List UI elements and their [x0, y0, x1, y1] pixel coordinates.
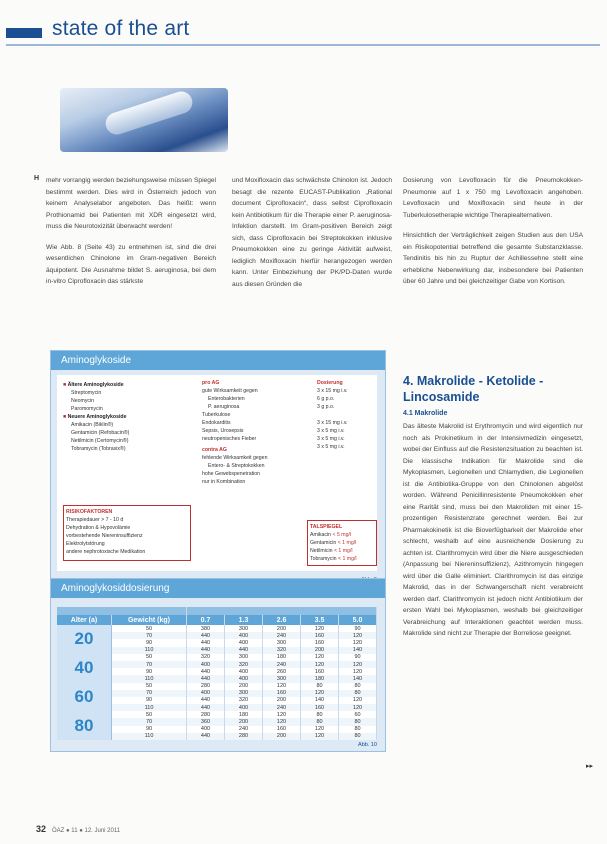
dose-cell: 200: [263, 697, 301, 704]
section-text: [403, 421, 583, 649]
dose-cell: 260: [263, 668, 301, 675]
weight-cell: 70: [112, 718, 187, 725]
dose-cell: 160: [301, 704, 339, 711]
dose-cell: 400: [225, 675, 263, 682]
pro-list: [202, 379, 302, 486]
aminoglycoside-list: [63, 381, 193, 453]
dose-cell: 440: [187, 668, 225, 675]
crea-col-header: 2.6: [263, 615, 301, 625]
weight-cell: 70: [112, 632, 187, 639]
figure-aminoglykosiddosierung: [50, 578, 386, 752]
dose-cell: 440: [187, 704, 225, 711]
dose-cell: 300: [225, 625, 263, 632]
list-item: 3 x 5 mg i.v.: [317, 436, 345, 442]
middle-column: [232, 175, 392, 299]
table-row: [57, 625, 377, 632]
list-item: gute Wirksamkeit gegen: [202, 388, 258, 394]
paragraph: und Moxifloxacin das schwächste Chinolon ist. Jedoch besagt die rezente EUCAST-Publikation „Rational document Ciprofloxacin“, dass selbst Ciprofloxacin kein Antibiotikum für die Therapie einer P. aeruginosa-Infektion darstellt. Im Gram-positiven Bereich zeigt sich, dass Ciprofloxacin bei Streptokokken inklusive Pneumokokken eine zu geringe Aktivität aufweist, lediglich Moxifloxacin hierfür herangezogen werden kann. Unter Einbeziehung der PK/PD-Daten wurde aus diesen Gründen die: [232, 177, 392, 288]
dose-cell: 60: [339, 711, 377, 718]
pill-shape: [103, 89, 195, 138]
paragraph: Wie Abb. 8 (Seite 43) zu entnehmen ist, sind die drei wesentlichen Chinolone im Gram-negativen Bereich äquipotent. Die Ausnahme bildet S. aeruginosa, bei dem in-vitro Ciprofloxacin das stärkste: [46, 243, 216, 285]
pill-photo: [60, 88, 228, 152]
list-item: andere nephrotoxische Medikation: [66, 549, 146, 555]
weight-cell: 50: [112, 625, 187, 632]
list-item: fehlende Wirksamkeit gegen: [202, 455, 268, 461]
list-item: nur in Kombination: [202, 479, 246, 485]
tal-title: TALSPIEGEL: [310, 524, 343, 530]
figure-title: Aminoglykosiddosierung: [51, 579, 385, 598]
dose-cell: 400: [225, 668, 263, 675]
list-item: 3 g p.o.: [317, 404, 335, 410]
dose-cell: 440: [187, 632, 225, 639]
dose-cell: 80: [339, 733, 377, 740]
header-accent-bar: [6, 28, 42, 38]
weight-cell: 110: [112, 704, 187, 711]
dose-cell: 180: [225, 711, 263, 718]
list-item: P. aeruginosa: [208, 404, 240, 410]
dose-list: [317, 379, 375, 451]
list-item: Elektrolytstörung: [66, 541, 105, 547]
dose-cell: 120: [263, 718, 301, 725]
pro-title: pro AG: [202, 380, 220, 386]
dose-cell: 80: [339, 718, 377, 725]
dose-cell: 320: [263, 647, 301, 654]
dose-cell: 140: [301, 697, 339, 704]
right-column: [403, 175, 583, 297]
list-item: 3 x 5 mg i.v.: [317, 444, 345, 450]
figure-aminoglykoside: [50, 350, 386, 587]
tal-row: Netilmicin < 1 mg/l: [310, 548, 353, 554]
col-weight-header: Gewicht (kg): [112, 615, 187, 625]
list-item: Gentamicin (Refobacin®): [71, 430, 130, 436]
dose-cell: 300: [263, 639, 301, 646]
risk-factors-box: [63, 505, 191, 561]
table-row: [57, 711, 377, 718]
table-row: [57, 683, 377, 690]
dose-cell: 120: [301, 690, 339, 697]
trough-level-box: [307, 520, 377, 566]
dose-cell: 320: [225, 661, 263, 668]
dose-cell: 440: [187, 647, 225, 654]
dose-cell: 120: [339, 639, 377, 646]
dose-cell: 80: [339, 690, 377, 697]
dose-table: [57, 607, 377, 740]
dose-cell: 440: [225, 647, 263, 654]
dropcap-fragment: H: [34, 175, 40, 182]
dose-cell: 120: [339, 668, 377, 675]
weight-cell: 50: [112, 654, 187, 661]
header-rule: [6, 44, 600, 46]
dose-cell: 440: [187, 733, 225, 740]
dose-cell: 380: [187, 625, 225, 632]
list-item: 3 x 5 mg i.v.: [317, 428, 345, 434]
issue-info: ÖAZ ● 11 ● 12. Juni 2011: [52, 828, 121, 834]
dose-cell: 180: [263, 654, 301, 661]
list-item: 3 x 15 mg i.v.: [317, 388, 348, 394]
dose-cell: 400: [187, 726, 225, 733]
dose-cell: 160: [263, 726, 301, 733]
paragraph: Hinsichtlich der Verträglichkeit zeigen Studien aus den USA ein Risikopotential betreffend die gesamte Substanzklasse. Tendinitis bis hin zu Ruptur der Achillessehne stellt eine erhebliche Nebenwirkung dar, insbesondere bei Patienten über 60 Jahre und bei gleichzeitiger Gabe von Kortison.: [403, 232, 583, 285]
dose-cell: 160: [301, 639, 339, 646]
list-item: neutropenisches Fieber: [202, 436, 257, 442]
page-number: 32: [36, 824, 47, 834]
list-item: Paromomycin: [71, 406, 103, 412]
weight-cell: 70: [112, 661, 187, 668]
dose-cell: 120: [339, 661, 377, 668]
dose-cell: 400: [187, 661, 225, 668]
list-item: 6 g p.o.: [317, 396, 335, 402]
weight-cell: 70: [112, 690, 187, 697]
page-header: [0, 0, 607, 62]
weight-cell: 50: [112, 711, 187, 718]
list-item: Neomycin: [71, 398, 95, 404]
dose-cell: 160: [301, 668, 339, 675]
dose-cell: 140: [339, 675, 377, 682]
paragraph: Das älteste Makrolid ist Erythromycin und wird eigentlich nur noch als Prokinetikum in der Intensivmedizin eingesetzt, wobei der Einfluss auf die Resistenzsituation zu beachten ist. Die klassische Indikation für Makrolide sind die Mykoplasmen, Legionellen und Chlamydien, die Legionellen ist die Antibiotika-Gruppe von den Chinolonen abgelöst worden. Während Penicillinresistente Pneumokokken eher eine Rarität sind, muss bei den Makroliden mit einer 15-prozentigen Resistenzrate gerechnet werden. Bei zur Pharmakokinetik ist die Bioverfügbarkeit der Makrolide eher schlecht, weshalb auf eine ausreichende Dosierung zu achten ist. Clarithromycin wird über die Niere ausgeschieden (Anpassung bei Niereninsuffizienz), Azithromycin hingegen wird über die Galle eliminiert. Clarithromycin ist das einzige Makrolid, das in der Schwangerschaft nicht verabreicht werden darf. Clarithromycin ist jedoch nicht Antibiotikum der ersten Wahl bei Mykoplasmen, weshalb bei gleichzeitiger Verabreichung auf Interaktionen geachtet werden muss. Makrolide sind nicht zur Therapie der Borreliose geeignet.: [403, 423, 583, 637]
dose-cell: 120: [301, 726, 339, 733]
contra-title: contra AG: [202, 447, 227, 453]
dose-cell: 240: [263, 661, 301, 668]
dose-cell: 280: [187, 683, 225, 690]
dose-cell: 90: [339, 625, 377, 632]
dose-cell: 400: [225, 704, 263, 711]
dose-cell: 120: [263, 711, 301, 718]
dose-cell: 160: [301, 632, 339, 639]
dose-cell: 360: [187, 718, 225, 725]
header-cell: [57, 607, 187, 615]
dose-cell: 160: [263, 690, 301, 697]
dose-cell: 440: [187, 697, 225, 704]
dose-cell: 240: [263, 632, 301, 639]
paragraph: Dosierung von Levofloxacin für die Pneumokokken-Pneumonie auf 1 x 750 mg Levofloxacin angehoben. Levofloxacin und Moxifloxacin sind heute in der Tuberkulosetherapie wichtige Therapiealternativen.: [403, 177, 583, 219]
dose-cell: 200: [263, 733, 301, 740]
header-title: state of the art: [52, 17, 190, 40]
list-item: Dehydration & Hypovolämie: [66, 525, 131, 531]
weight-cell: 50: [112, 683, 187, 690]
figure-tag: Abb. 10: [358, 742, 377, 748]
dose-cell: 300: [225, 690, 263, 697]
list-item: Sepsis, Urosepsis: [202, 428, 244, 434]
list-item: Tuberkulose: [202, 412, 231, 418]
weight-cell: 90: [112, 639, 187, 646]
crea-col-header: 1.3: [225, 615, 263, 625]
list-item: Streptomycin: [71, 390, 102, 396]
dose-cell: 120: [339, 704, 377, 711]
list-item: Amikacin (Biklin®): [71, 422, 114, 428]
list-item: hohe Gewebspenetration: [202, 471, 260, 477]
dose-cell: 120: [339, 697, 377, 704]
weight-cell: 110: [112, 733, 187, 740]
figure-content: [57, 375, 377, 571]
weight-cell: 110: [112, 647, 187, 654]
list-item: ■ Ältere Aminoglykoside: [63, 382, 124, 388]
list-item: ■ Neuere Aminoglykoside: [63, 414, 127, 420]
dose-cell: 80: [339, 683, 377, 690]
list-item: Enterobakterien: [208, 396, 245, 402]
dose-cell: 120: [339, 632, 377, 639]
header-cell: [187, 607, 377, 615]
dose-cell: 120: [301, 625, 339, 632]
weight-cell: 90: [112, 668, 187, 675]
age-cell: 80: [57, 711, 112, 740]
risk-title: RISIKOFAKTOREN: [66, 509, 113, 515]
dose-cell: 400: [225, 639, 263, 646]
dose-cell: 80: [301, 683, 339, 690]
dose-cell: 200: [225, 718, 263, 725]
dose-cell: 300: [225, 654, 263, 661]
section-heading: 4. Makrolide - Ketolide - Lincosamide: [403, 374, 544, 404]
dose-cell: 80: [301, 718, 339, 725]
dose-cell: 140: [339, 647, 377, 654]
dose-cell: 180: [301, 675, 339, 682]
dose-cell: 320: [225, 697, 263, 704]
dose-cell: 320: [187, 654, 225, 661]
tal-row: Amikacin < 5 mg/l: [310, 532, 352, 538]
dose-cell: 120: [301, 733, 339, 740]
dose-cell: 120: [301, 661, 339, 668]
list-item: Endokarditis: [202, 420, 231, 426]
dose-cell: 280: [187, 711, 225, 718]
list-item: Entero- & Streptokokken: [208, 463, 265, 469]
age-cell: 60: [57, 683, 112, 712]
list-item: Tobramycin (Tobrasix®): [71, 446, 126, 452]
dose-cell: 80: [301, 711, 339, 718]
dose-title: Dosierung: [317, 380, 343, 386]
dose-cell: 240: [225, 726, 263, 733]
subsection-heading: 4.1 Makrolide: [403, 410, 448, 417]
continue-marker: ▸▸: [586, 763, 594, 770]
dose-cell: 400: [187, 690, 225, 697]
table-row: [57, 654, 377, 661]
crea-col-header: 5.0: [339, 615, 377, 625]
dose-cell: 300: [263, 675, 301, 682]
dose-cell: 440: [187, 675, 225, 682]
col-age-header: Alter (a): [57, 615, 112, 625]
dose-table-wrap: [51, 601, 385, 740]
dose-cell: 80: [339, 726, 377, 733]
dose-cell: 400: [225, 632, 263, 639]
crea-col-header: 3.5: [301, 615, 339, 625]
dose-cell: 200: [225, 683, 263, 690]
dose-cell: 120: [263, 683, 301, 690]
list-item: Therapiedauer > 7 - 10 d: [66, 517, 124, 523]
page-footer: [36, 824, 120, 834]
tal-row: Tobramycin < 1 mg/l: [310, 556, 357, 562]
left-column: [46, 175, 216, 297]
paragraph: mehr vorrangig werden beziehungsweise müssen Spiegel bestimmt werden. Dies wird in Österreich jedoch von keinem Analyselabor angeboten. Das heißt: wenn Prothionamid bei Patienten mit XDR eingesetzt wird, muss die Neurotoxizität überwacht werden!: [46, 177, 216, 230]
age-cell: 40: [57, 654, 112, 683]
weight-cell: 90: [112, 697, 187, 704]
weight-cell: 110: [112, 675, 187, 682]
age-cell: 20: [57, 625, 112, 654]
dose-cell: 440: [187, 639, 225, 646]
dose-cell: 120: [301, 654, 339, 661]
weight-cell: 90: [112, 726, 187, 733]
tal-row: Gentamicin < 1 mg/l: [310, 540, 357, 546]
crea-col-header: 0.7: [187, 615, 225, 625]
figure-title: Aminoglykoside: [51, 351, 385, 370]
dose-cell: 240: [263, 704, 301, 711]
list-item: 3 x 15 mg i.v.: [317, 420, 348, 426]
dose-cell: 200: [301, 647, 339, 654]
dose-cell: 90: [339, 654, 377, 661]
dose-cell: 280: [225, 733, 263, 740]
list-item: vorbestehende Niereninsuffizienz: [66, 533, 143, 539]
dose-cell: 200: [263, 625, 301, 632]
list-item: Netilmicin (Certomycin®): [71, 438, 129, 444]
